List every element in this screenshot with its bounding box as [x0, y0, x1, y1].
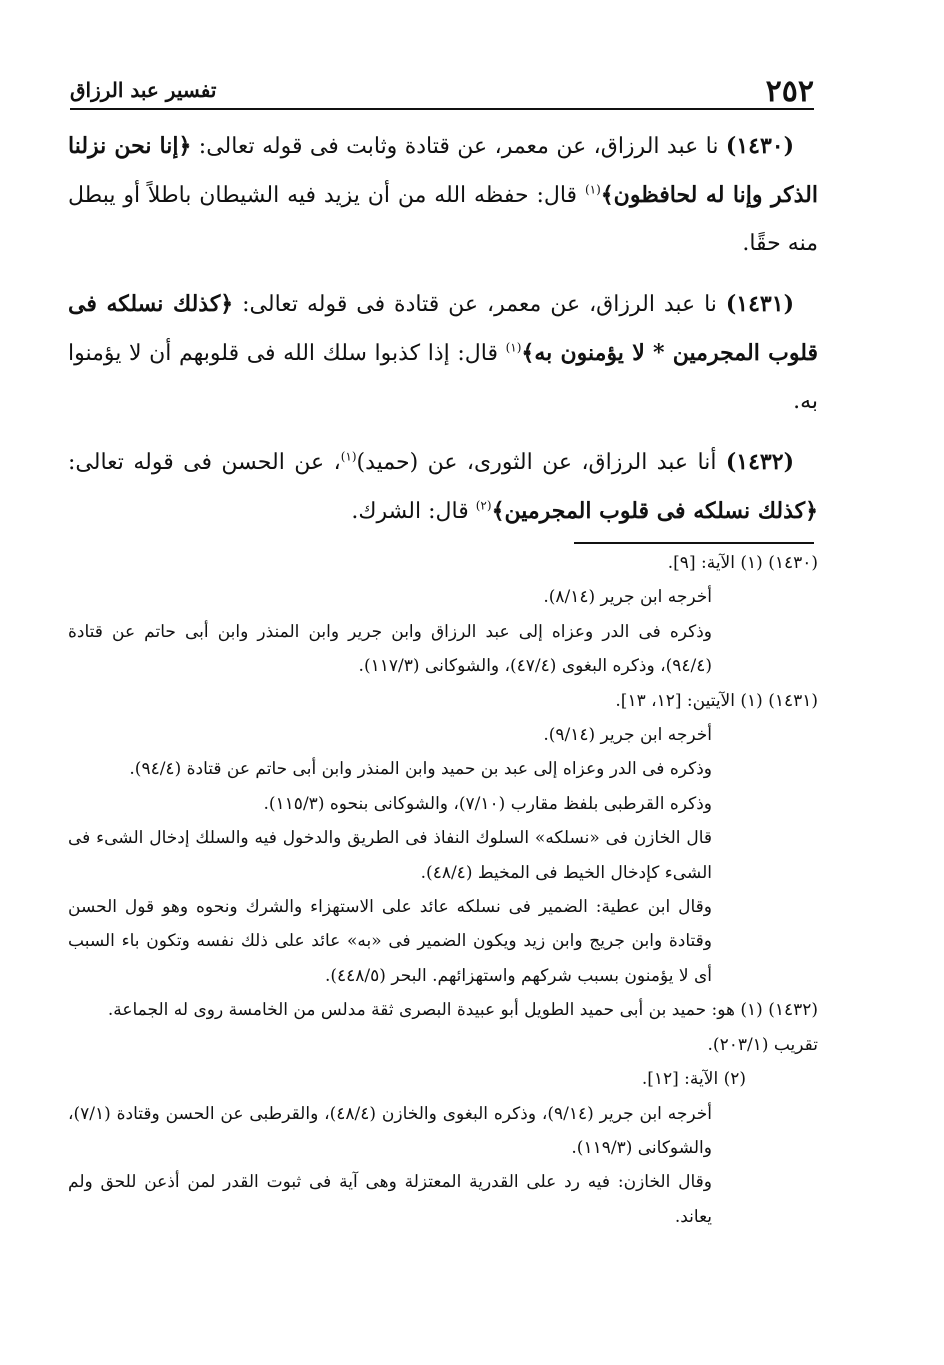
quran-verse: ﴿كذلك نسلكه فى قلوب المجرمين﴾	[491, 498, 818, 524]
footnote-line: أخرجه ابن جرير (٨/١٤).	[543, 587, 712, 608]
narration-1431	[68, 280, 818, 426]
narration-number: (١٤٣٠)	[725, 133, 794, 159]
narration-number: (١٤٣١)	[725, 291, 794, 317]
footnote-line: وذكره فى الدر وعزاه إلى عبد الرزاق وابن جرير وابن المنذر وابن أبى حاتم عن قتادة (٩٤/٤)، وذكره البغوى (٤٧/٤)، والشوكانى (١١٧/٣).	[68, 621, 712, 677]
footnote-1432	[68, 993, 818, 1234]
footnote-subheading: (٢) الآية: [١٢].	[641, 1069, 746, 1090]
page-number: ٢٥٢	[765, 74, 814, 109]
footnote-line: وذكره القرطبى بلفظ مقارب (٧/١٠)، والشوكانى بنحوه (١١٥/٣).	[263, 793, 712, 814]
narration-number: (١٤٣٢)	[725, 449, 794, 475]
narration-text: نا عبد الرزاق، عن معمر، عن قتادة وثابت فى قوله تعالى:	[198, 134, 719, 159]
narration-text: نا عبد الرزاق، عن معمر، عن قتادة فى قوله تعالى:	[242, 292, 717, 317]
narration-text: قال: إذا كذبوا سلك الله فى قلوبهم أن لا يؤمنوا به.	[68, 341, 818, 414]
footnote-1431	[68, 684, 818, 994]
running-title: تفسير عبد الرزاق	[70, 78, 217, 102]
narration-text: ، عن الحسن فى قوله تعالى:	[68, 450, 341, 475]
footnote-line: قال الخازن فى «نسلكه» السلوك النفاذ فى الطريق والدخول فيه والسلك إدخال الشىء فى الشىء كإدخال الخيط فى المخيط (٤٨/٤).	[68, 828, 712, 883]
quran-verse: ﴿إنا نحن نزلنا الذكر وإنا له لحافظون﴾	[68, 133, 818, 208]
narration-text: قال: الشرك.	[351, 499, 469, 524]
footnote-marker: (١)	[584, 182, 601, 197]
footnote-heading: (١٤٣٠) (١) الآية: [٩].	[667, 553, 818, 573]
footnote-marker: (٢)	[475, 498, 492, 513]
footnote-heading: (١٤٣٢) (١) هو: حميد بن أبى حميد الطويل أبو عبيدة البصرى ثقة مدلس من الخامسة روى له الجماعة. تقريب (٢٠٣/١).	[107, 1000, 818, 1055]
footnote-line: وقال ابن عطية: الضمير فى نسلكه عائد على الاستهزاء والشرك ونحوه وهو قول الحسن وقتادة وابن جريج وابن زيد ويكون الضمير فى «به» عائد على ذلك نفسه وتكون باء السبب أى لا يؤمنون بسبب شركهم واستهزائهم. البحر (٤٤٨/٥).	[68, 897, 712, 986]
footnote-separator	[574, 542, 814, 544]
footnote-line: وقال الخازن: فيه رد على القدرية المعتزلة وهى آية فى ثبوت القدر لمن أذعن للحق ولم يعاند.	[68, 1172, 712, 1227]
footnote-heading: (١٤٣١) (١) الآيتين: [١٢، ١٣].	[615, 690, 818, 711]
narration-text: قال: حفظه الله من أن يزيد فيه الشيطان باطلاً أو يبطل منه حقًا.	[68, 183, 818, 256]
footnote-line: أخرجه ابن جرير (٩/١٤).	[543, 725, 712, 746]
footnotes	[68, 546, 818, 1234]
narration-1432	[68, 438, 818, 536]
footnote-1430	[68, 546, 818, 684]
quran-verse: ﴿كذلك نسلكه فى قلوب المجرمين * لا يؤمنون به﴾	[68, 291, 818, 366]
footnote-line: أخرجه ابن جرير (٩/١٤)، وذكره البغوى والخازن (٤٨/٤)، والقرطبى عن الحسن وقتادة (٧/١)، والشوكانى (١١٩/٣).	[68, 1103, 712, 1158]
footnote-line: وذكره فى الدر وعزاه إلى عبد بن حميد وابن المنذر وابن أبى حاتم عن قتادة (٩٤/٤).	[129, 759, 712, 780]
narration-1430	[68, 122, 818, 268]
footnote-marker: (١)	[340, 449, 357, 464]
narration-text: أنا عبد الرزاق، عن الثورى، عن (حميد)	[356, 450, 717, 475]
page-header	[70, 72, 814, 110]
footnote-marker: (١)	[505, 340, 522, 355]
main-text	[68, 122, 818, 548]
